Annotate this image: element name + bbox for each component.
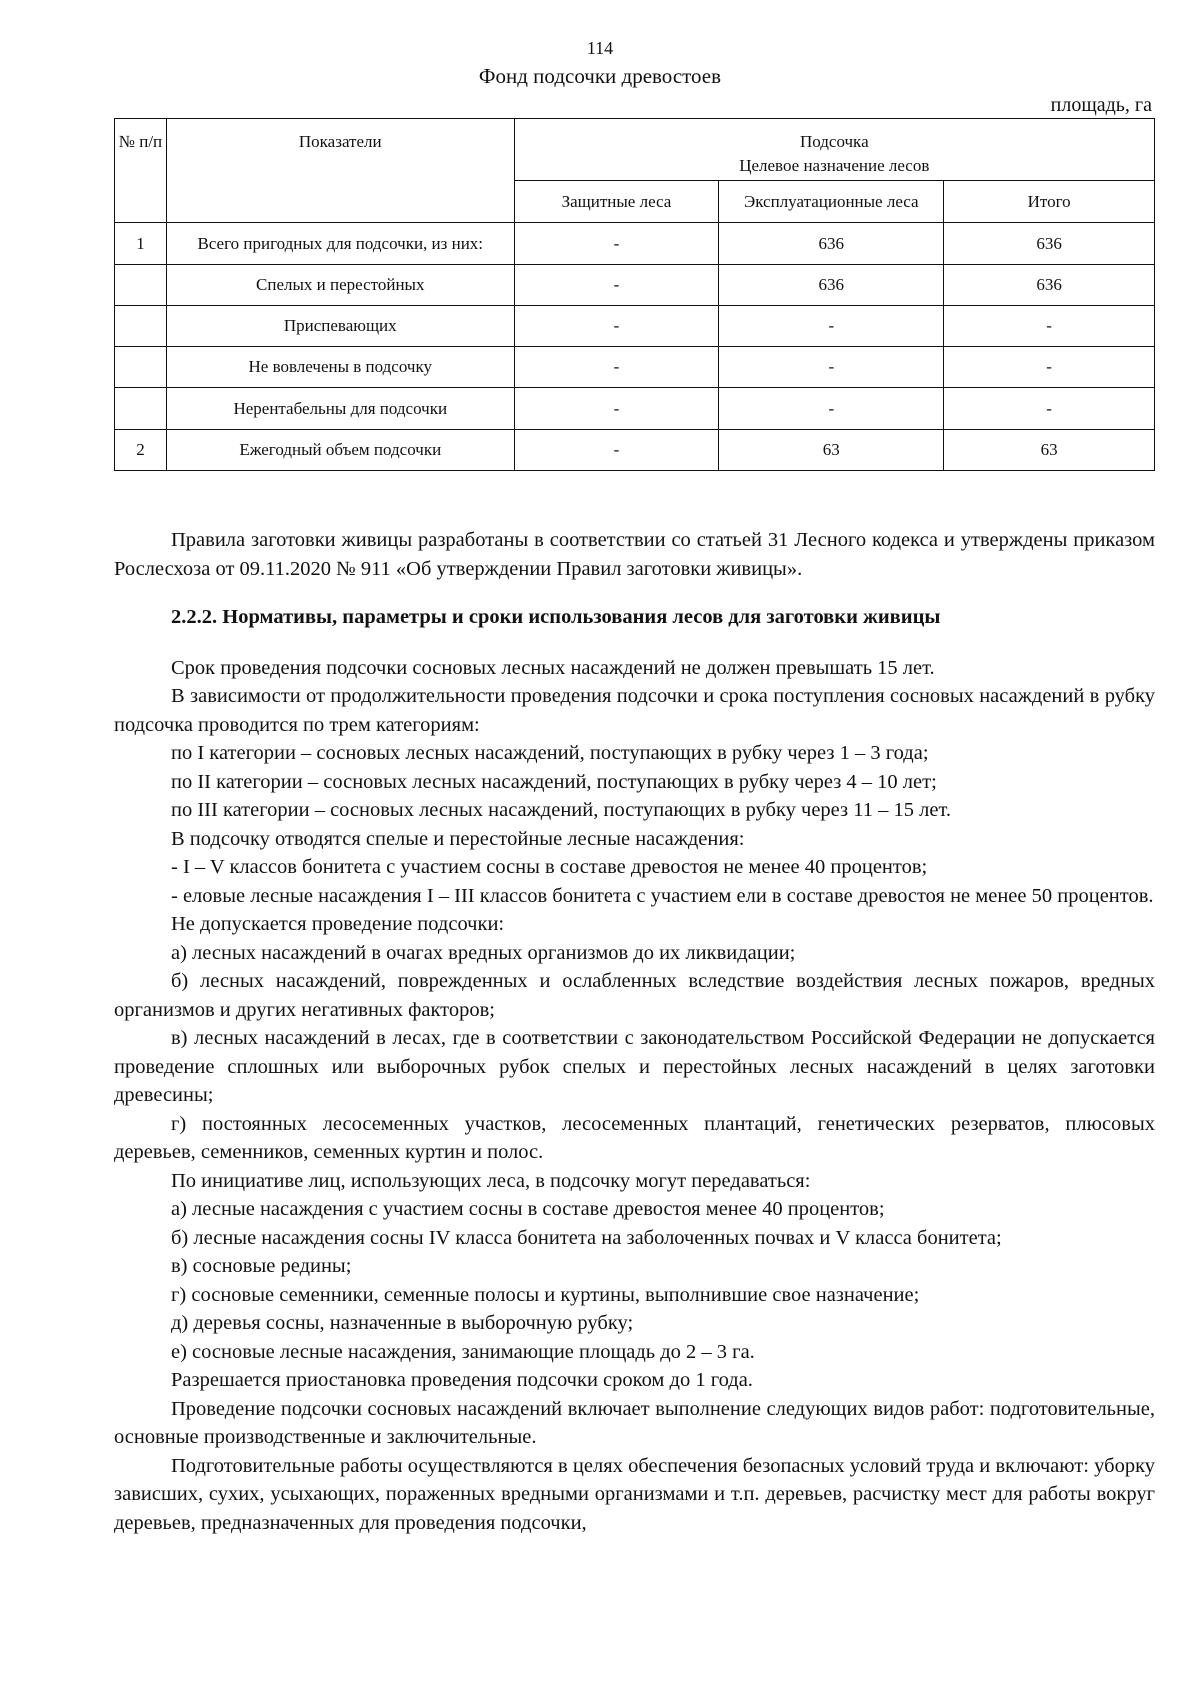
body-paragraph: в) сосновые редины; bbox=[171, 1255, 352, 1277]
body-paragraph: в) лесных насаждений в лесах, где в соответствии с законодательством Российской Федерации не допускается проведение сплошных или выборочных рубок спелых и перестойных лесных насаждений в целях заготовки древесины; bbox=[114, 1027, 1155, 1106]
cell-total: - bbox=[944, 306, 1155, 347]
body-paragraph: г) постоянных лесосеменных участков, лесосеменных плантаций, генетических резерватов, плюсовых деревьев, семенников, семенных куртин и полос. bbox=[114, 1112, 1155, 1163]
cell-name: Всего пригодных для подсочки, из них: bbox=[166, 223, 514, 265]
body-paragraph: - I – V классов бонитета с участием сосны в составе древостоя не менее 40 процентов; bbox=[171, 856, 928, 878]
cell-name: Не вовлечены в подсочку bbox=[166, 347, 514, 388]
header-protective-forests: Защитные леса bbox=[514, 181, 719, 223]
table-row bbox=[115, 223, 1155, 265]
cell-name: Нерентабельны для подсочки bbox=[166, 388, 514, 430]
cell-name: Спелых и перестойных bbox=[166, 265, 514, 306]
header-tapping-group bbox=[514, 119, 1154, 181]
cell-num: 1 bbox=[115, 223, 167, 265]
body-paragraph: б) лесных насаждений, поврежденных и ослабленных вследствие воздействия лесных пожаров, вредных организмов и других негативных факторов; bbox=[114, 970, 1155, 1021]
body-paragraph: а) лесных насаждений в очагах вредных организмов до их ликвидации; bbox=[171, 941, 796, 964]
tapping-fund-table bbox=[114, 118, 1155, 471]
cell-protective: - bbox=[514, 388, 719, 430]
body-paragraph: В зависимости от продолжительности проведения подсочки и срока поступления сосновых насаждений в рубку подсочка проводится по трем категориям: bbox=[114, 685, 1155, 736]
body-paragraph: Проведение подсочки сосновых насаждений включает выполнение следующих видов работ: подготовительные, основные производственные и заключительные. bbox=[114, 1397, 1155, 1448]
paragraph-list bbox=[114, 654, 1155, 1538]
cell-name: Ежегодный объем подсочки bbox=[166, 430, 514, 471]
cell-total: - bbox=[944, 388, 1155, 430]
body-text bbox=[114, 526, 1155, 1537]
document-title: Фонд подсочки древостоев bbox=[478, 64, 722, 88]
body-paragraph: г) сосновые семенники, семенные полосы и куртины, выполнившие свое назначение; bbox=[171, 1283, 920, 1306]
body-paragraph: по II категории – сосновых лесных насаждений, поступающих в рубку через 4 – 10 лет; bbox=[171, 770, 937, 793]
units-label: площадь, га bbox=[1050, 94, 1152, 116]
cell-num bbox=[115, 265, 167, 306]
body-paragraph: Срок проведения подсочки сосновых лесных насаждений не должен превышать 15 лет. bbox=[171, 656, 935, 679]
cell-name: Приспевающих bbox=[166, 306, 514, 347]
body-paragraph: Разрешается приостановка проведения подсочки сроком до 1 года. bbox=[171, 1369, 753, 1391]
body-paragraph: по III категории – сосновых лесных насаждений, поступающих в рубку через 11 – 15 лет. bbox=[171, 799, 951, 821]
cell-exploitation: - bbox=[719, 388, 944, 430]
cell-num bbox=[115, 388, 167, 430]
cell-total: - bbox=[944, 347, 1155, 388]
cell-protective: - bbox=[514, 223, 719, 265]
cell-protective: - bbox=[514, 347, 719, 388]
cell-total: 636 bbox=[944, 265, 1155, 306]
header-total: Итого bbox=[944, 181, 1155, 223]
cell-exploitation: 636 bbox=[719, 223, 944, 265]
cell-exploitation: - bbox=[719, 347, 944, 388]
page-number: 114 bbox=[586, 38, 614, 58]
table-row bbox=[115, 388, 1155, 430]
table-row bbox=[115, 306, 1155, 347]
header-indicators: Показатели bbox=[166, 119, 514, 223]
cell-num: 2 bbox=[115, 430, 167, 471]
cell-total: 636 bbox=[944, 223, 1155, 265]
cell-total: 63 bbox=[944, 430, 1155, 471]
body-paragraph: Подготовительные работы осуществляются в целях обеспечения безопасных условий труда и включают: уборку зависших, сухих, усыхающих, пораженных вредными организмами и т.п. деревьев, расчистку мест для работы вокруг деревьев, предназначенных для проведения подсочки, bbox=[114, 1454, 1155, 1534]
table-row bbox=[115, 430, 1155, 471]
section-heading: 2.2.2. Нормативы, параметры и сроки использования лесов для заготовки живицы bbox=[171, 606, 941, 628]
body-paragraph: е) сосновые лесные насаждения, занимающие площадь до 2 – 3 га. bbox=[171, 1340, 755, 1363]
body-paragraph: по I категории – сосновых лесных насаждений, поступающих в рубку через 1 – 3 года; bbox=[171, 742, 929, 764]
cell-protective: - bbox=[514, 265, 719, 306]
body-paragraph: В подсочку отводятся спелые и перестойные лесные насаждения: bbox=[171, 827, 745, 850]
table-row bbox=[115, 265, 1155, 306]
cell-exploitation: - bbox=[719, 306, 944, 347]
body-paragraph: Не допускается проведение подсочки: bbox=[171, 913, 505, 935]
body-paragraph: По инициативе лиц, использующих леса, в подсочку могут передаваться: bbox=[171, 1169, 811, 1192]
body-paragraph: - еловые лесные насаждения I – III классов бонитета с участием ели в составе древостоя не менее 50 процентов. bbox=[171, 884, 1154, 907]
cell-protective: - bbox=[514, 306, 719, 347]
cell-exploitation: 636 bbox=[719, 265, 944, 306]
body-paragraph: а) лесные насаждения с участием сосны в составе древостоя менее 40 процентов; bbox=[171, 1198, 885, 1220]
header-purpose: Целевое назначение лесов bbox=[739, 156, 930, 175]
intro-paragraph: Правила заготовки живицы разработаны в соответствии со статьей 31 Лесного кодекса и утверждены приказом Рослесхоза от 09.11.2020 № 911 «Об утверждении Правил заготовки живицы». bbox=[114, 529, 1155, 580]
header-tapping: Подсочка bbox=[799, 132, 869, 151]
body-paragraph: д) деревья сосны, назначенные в выборочную рубку; bbox=[171, 1312, 634, 1334]
header-num: № п/п bbox=[115, 119, 167, 223]
cell-exploitation: 63 bbox=[719, 430, 944, 471]
body-paragraph: б) лесные насаждения сосны IV класса бонитета на заболоченных почвах и V класса бонитета; bbox=[171, 1226, 1002, 1249]
cell-protective: - bbox=[514, 430, 719, 471]
cell-num bbox=[115, 306, 167, 347]
cell-num bbox=[115, 347, 167, 388]
table-header-row bbox=[115, 119, 1155, 181]
header-exploitation-forests: Эксплуатационные леса bbox=[719, 181, 944, 223]
table-row bbox=[115, 347, 1155, 388]
